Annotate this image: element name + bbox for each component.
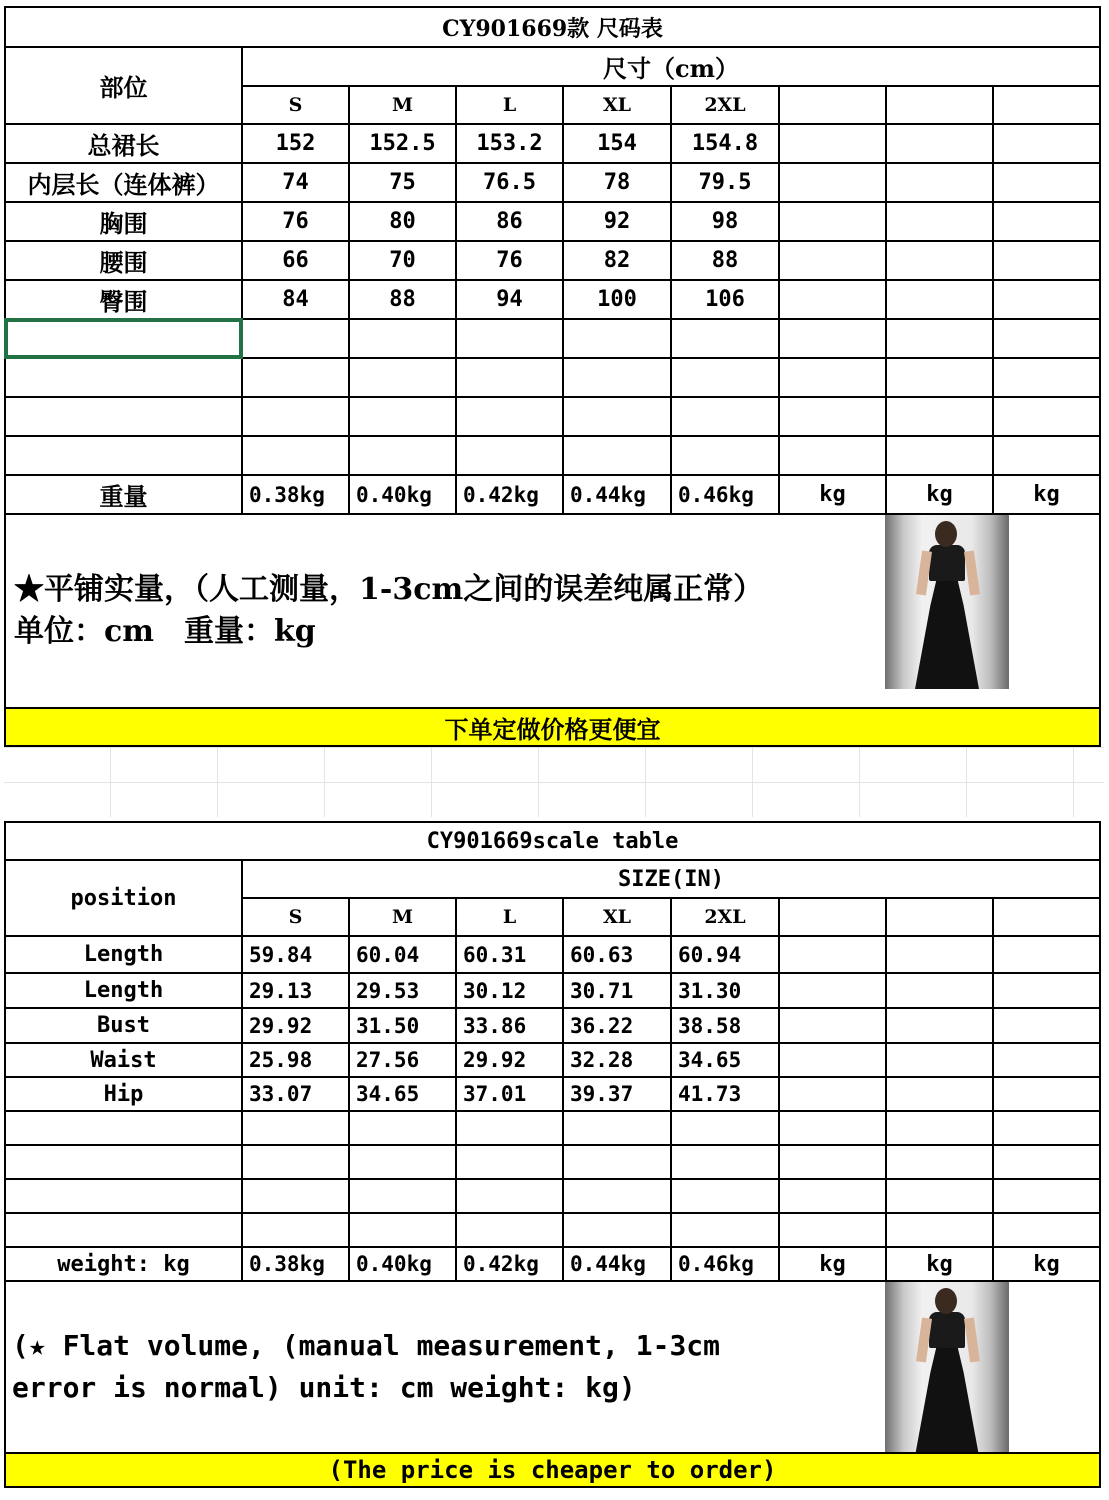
- empty-cell[interactable]: [886, 436, 993, 475]
- weight-value[interactable]: 0.40kg: [349, 475, 456, 514]
- empty-cell[interactable]: [779, 280, 886, 319]
- empty-cell[interactable]: [456, 436, 563, 475]
- empty-cell[interactable]: [456, 1179, 563, 1213]
- empty-cell[interactable]: [671, 397, 779, 436]
- cell-value[interactable]: 31.50: [349, 1008, 456, 1043]
- table-row: [5, 163, 1100, 202]
- empty-cell[interactable]: [779, 1213, 886, 1247]
- table-row: [5, 973, 1100, 1008]
- table-row: [5, 124, 1100, 163]
- empty-cell[interactable]: [671, 319, 779, 358]
- cell-value[interactable]: 30.71: [563, 973, 671, 1008]
- empty-cell[interactable]: [349, 358, 456, 397]
- row-label: 臀围: [5, 280, 242, 319]
- empty-cell[interactable]: [993, 436, 1100, 475]
- empty-cell[interactable]: [5, 1111, 242, 1145]
- weight-value[interactable]: 0.42kg: [456, 475, 563, 514]
- cell-value[interactable]: 75: [349, 163, 456, 202]
- empty-cell[interactable]: [779, 1179, 886, 1213]
- empty-cell[interactable]: [993, 202, 1100, 241]
- empty-cell[interactable]: [993, 319, 1100, 358]
- empty-cell[interactable]: [242, 358, 349, 397]
- cell-value[interactable]: 60.63: [563, 936, 671, 973]
- empty-cell[interactable]: [563, 397, 671, 436]
- cell-value[interactable]: 100: [563, 280, 671, 319]
- empty-cell[interactable]: [671, 1145, 779, 1179]
- size-col-header: M: [349, 898, 456, 936]
- empty-cell[interactable]: [886, 1179, 993, 1213]
- row-label: Length: [5, 936, 242, 973]
- empty-cell[interactable]: [242, 319, 349, 358]
- empty-cell[interactable]: [5, 1213, 242, 1247]
- cell-value[interactable]: 33.86: [456, 1008, 563, 1043]
- table-row: [5, 1077, 1100, 1111]
- empty-cell[interactable]: [886, 1145, 993, 1179]
- cell-value[interactable]: 29.13: [242, 973, 349, 1008]
- weight-value[interactable]: kg: [779, 1247, 886, 1281]
- selected-cell[interactable]: [5, 319, 242, 358]
- weight-label: 重量: [5, 475, 242, 514]
- cell-value[interactable]: 86: [456, 202, 563, 241]
- empty-cell[interactable]: [349, 319, 456, 358]
- cell-value[interactable]: 79.5: [671, 163, 779, 202]
- empty-cell[interactable]: [671, 436, 779, 475]
- size-col-header: XL: [563, 86, 671, 124]
- empty-cell[interactable]: [671, 358, 779, 397]
- cell-value[interactable]: 94: [456, 280, 563, 319]
- cell-value[interactable]: 33.07: [242, 1077, 349, 1111]
- empty-cell[interactable]: [349, 1179, 456, 1213]
- size-col-header: L: [456, 898, 563, 936]
- empty-cell[interactable]: [886, 973, 993, 1008]
- empty-cell[interactable]: [886, 397, 993, 436]
- note-line-2: error is normal) unit: cm weight: kg): [12, 1371, 636, 1404]
- cell-value[interactable]: 70: [349, 241, 456, 280]
- cell-value[interactable]: 60.04: [349, 936, 456, 973]
- empty-cell[interactable]: [349, 397, 456, 436]
- cell-value[interactable]: 76: [242, 202, 349, 241]
- cell-value[interactable]: 60.94: [671, 936, 779, 973]
- empty-cell[interactable]: [349, 436, 456, 475]
- cell-value[interactable]: 84: [242, 280, 349, 319]
- empty-cell[interactable]: [993, 1043, 1100, 1077]
- empty-cell[interactable]: [456, 319, 563, 358]
- empty-cell[interactable]: [886, 86, 993, 124]
- row-label: 胸围: [5, 202, 242, 241]
- cell-value[interactable]: 36.22: [563, 1008, 671, 1043]
- cell-value[interactable]: 154.8: [671, 124, 779, 163]
- measurement-note: [5, 1281, 1100, 1453]
- empty-cell[interactable]: [779, 936, 886, 973]
- cell-value[interactable]: 30.12: [456, 973, 563, 1008]
- empty-cell[interactable]: [563, 1145, 671, 1179]
- empty-cell[interactable]: [993, 1179, 1100, 1213]
- cell-value[interactable]: 59.84: [242, 936, 349, 973]
- cell-value[interactable]: 25.98: [242, 1043, 349, 1077]
- empty-cell[interactable]: [993, 1077, 1100, 1111]
- weight-value[interactable]: kg: [886, 1247, 993, 1281]
- weight-row: [5, 475, 1100, 514]
- empty-cell[interactable]: [456, 358, 563, 397]
- chart-title: CY901669scale table: [5, 822, 1100, 860]
- empty-cell[interactable]: [779, 1111, 886, 1145]
- weight-value[interactable]: 0.42kg: [456, 1247, 563, 1281]
- cell-value[interactable]: 38.58: [671, 1008, 779, 1043]
- empty-cell[interactable]: [993, 1111, 1100, 1145]
- table-row: [5, 1043, 1100, 1077]
- cell-value[interactable]: 39.37: [563, 1077, 671, 1111]
- row-label: Length: [5, 973, 242, 1008]
- empty-cell[interactable]: [993, 163, 1100, 202]
- size-col-header: 2XL: [671, 86, 779, 124]
- empty-cell[interactable]: [993, 1145, 1100, 1179]
- empty-cell[interactable]: [456, 1145, 563, 1179]
- empty-cell[interactable]: [242, 1111, 349, 1145]
- cell-value[interactable]: 106: [671, 280, 779, 319]
- weight-value[interactable]: 0.44kg: [563, 1247, 671, 1281]
- cell-value[interactable]: 88: [349, 280, 456, 319]
- cell-value[interactable]: 34.65: [349, 1077, 456, 1111]
- empty-cell[interactable]: [779, 898, 886, 936]
- empty-cell[interactable]: [779, 319, 886, 358]
- row-label: 内层长（连体裤）: [5, 163, 242, 202]
- cell-value[interactable]: 37.01: [456, 1077, 563, 1111]
- empty-cell[interactable]: [5, 436, 242, 475]
- empty-cell[interactable]: [886, 1077, 993, 1111]
- weight-value[interactable]: 0.44kg: [563, 475, 671, 514]
- empty-cell[interactable]: [5, 1179, 242, 1213]
- empty-cell[interactable]: [349, 1145, 456, 1179]
- table-row: [5, 1008, 1100, 1043]
- empty-cell[interactable]: [993, 86, 1100, 124]
- weight-value[interactable]: kg: [993, 1247, 1100, 1281]
- empty-cell[interactable]: [993, 936, 1100, 973]
- empty-cell[interactable]: [993, 397, 1100, 436]
- empty-cell[interactable]: [779, 397, 886, 436]
- empty-cell[interactable]: [886, 124, 993, 163]
- cell-value[interactable]: 92: [563, 202, 671, 241]
- empty-cell[interactable]: [779, 86, 886, 124]
- empty-cell[interactable]: [779, 973, 886, 1008]
- row-label: Hip: [5, 1077, 242, 1111]
- empty-cell[interactable]: [779, 1008, 886, 1043]
- weight-value[interactable]: kg: [779, 475, 886, 514]
- cell-value[interactable]: 154: [563, 124, 671, 163]
- row-label: Waist: [5, 1043, 242, 1077]
- size-col-header: M: [349, 86, 456, 124]
- cell-value[interactable]: 153.2: [456, 124, 563, 163]
- chart-title: CY901669款 尺码表: [5, 7, 1100, 47]
- size-chart-en: [4, 821, 1101, 1488]
- cell-value[interactable]: 66: [242, 241, 349, 280]
- cell-value[interactable]: 98: [671, 202, 779, 241]
- table-row: [5, 936, 1100, 973]
- cell-value[interactable]: 41.73: [671, 1077, 779, 1111]
- weight-label: weight: kg: [5, 1247, 242, 1281]
- empty-cell[interactable]: [456, 1213, 563, 1247]
- empty-cell[interactable]: [5, 358, 242, 397]
- cell-value[interactable]: 78: [563, 163, 671, 202]
- empty-cell[interactable]: [5, 397, 242, 436]
- empty-cell[interactable]: [779, 202, 886, 241]
- empty-cell[interactable]: [456, 397, 563, 436]
- empty-cell[interactable]: [993, 241, 1100, 280]
- size-col-header: XL: [563, 898, 671, 936]
- weight-value[interactable]: 0.38kg: [242, 475, 349, 514]
- weight-value[interactable]: kg: [886, 475, 993, 514]
- row-label: Bust: [5, 1008, 242, 1043]
- spreadsheet-gridlines: [4, 747, 1104, 817]
- empty-cell[interactable]: [886, 241, 993, 280]
- note-line-2: 单位：cm 重量：kg: [14, 614, 316, 649]
- cell-value[interactable]: 29.53: [349, 973, 456, 1008]
- cell-value[interactable]: 31.30: [671, 973, 779, 1008]
- product-photo: [885, 515, 1009, 689]
- note-line-1: ★平铺实量，（人工测量，1-3cm之间的误差纯属正常）: [14, 572, 764, 607]
- empty-cell[interactable]: [563, 1179, 671, 1213]
- empty-cell[interactable]: [779, 436, 886, 475]
- empty-cell[interactable]: [242, 1145, 349, 1179]
- table-row: [5, 241, 1100, 280]
- empty-cell[interactable]: [993, 1008, 1100, 1043]
- note-line-1: (★ Flat volume, (manual measurement, 1-3cm: [12, 1329, 721, 1362]
- empty-cell[interactable]: [993, 358, 1100, 397]
- size-col-header: 2XL: [671, 898, 779, 936]
- empty-cell[interactable]: [349, 1111, 456, 1145]
- empty-cell[interactable]: [5, 1145, 242, 1179]
- empty-cell[interactable]: [886, 202, 993, 241]
- cell-value[interactable]: 76.5: [456, 163, 563, 202]
- empty-cell[interactable]: [242, 397, 349, 436]
- empty-cell[interactable]: [993, 280, 1100, 319]
- empty-cell[interactable]: [563, 436, 671, 475]
- weight-value[interactable]: 0.40kg: [349, 1247, 456, 1281]
- empty-cell[interactable]: [563, 319, 671, 358]
- empty-cell[interactable]: [779, 163, 886, 202]
- empty-cell[interactable]: [456, 1111, 563, 1145]
- empty-cell[interactable]: [993, 898, 1100, 936]
- empty-cell[interactable]: [779, 241, 886, 280]
- measurement-note: [5, 514, 1100, 708]
- empty-cell[interactable]: [886, 1043, 993, 1077]
- product-photo: [885, 1282, 1009, 1453]
- position-header: 部位: [5, 47, 242, 124]
- cell-value[interactable]: 29.92: [242, 1008, 349, 1043]
- position-header: position: [5, 860, 242, 936]
- empty-cell[interactable]: [563, 1213, 671, 1247]
- empty-cell[interactable]: [563, 358, 671, 397]
- empty-cell[interactable]: [993, 1213, 1100, 1247]
- weight-value[interactable]: 0.38kg: [242, 1247, 349, 1281]
- table-row: [5, 280, 1100, 319]
- cell-value[interactable]: 27.56: [349, 1043, 456, 1077]
- size-col-header: S: [242, 898, 349, 936]
- empty-cell[interactable]: [779, 1077, 886, 1111]
- promo-banner: 下单定做价格更便宜: [5, 708, 1100, 746]
- empty-cell[interactable]: [779, 1145, 886, 1179]
- empty-cell[interactable]: [886, 319, 993, 358]
- empty-cell[interactable]: [779, 1043, 886, 1077]
- size-header: SIZE(IN): [242, 860, 1100, 898]
- empty-cell[interactable]: [993, 973, 1100, 1008]
- empty-cell[interactable]: [563, 1111, 671, 1145]
- empty-cell[interactable]: [242, 1179, 349, 1213]
- weight-value[interactable]: kg: [993, 475, 1100, 514]
- cell-value[interactable]: 152: [242, 124, 349, 163]
- size-header: 尺寸（cm）: [242, 47, 1100, 86]
- promo-banner: (The price is cheaper to order): [5, 1453, 1100, 1487]
- table-row: [5, 202, 1100, 241]
- size-col-header: S: [242, 86, 349, 124]
- empty-cell[interactable]: [349, 1213, 456, 1247]
- cell-value[interactable]: 29.92: [456, 1043, 563, 1077]
- empty-cell[interactable]: [886, 1213, 993, 1247]
- cell-value[interactable]: 80: [349, 202, 456, 241]
- cell-value[interactable]: 74: [242, 163, 349, 202]
- empty-cell[interactable]: [993, 124, 1100, 163]
- row-label: 腰围: [5, 241, 242, 280]
- cell-value[interactable]: 34.65: [671, 1043, 779, 1077]
- empty-cell[interactable]: [671, 1179, 779, 1213]
- cell-value[interactable]: 88: [671, 241, 779, 280]
- cell-value[interactable]: 82: [563, 241, 671, 280]
- size-chart-cn: [4, 6, 1101, 747]
- empty-cell[interactable]: [886, 1008, 993, 1043]
- weight-value[interactable]: 0.46kg: [671, 475, 779, 514]
- empty-cell[interactable]: [886, 280, 993, 319]
- cell-value[interactable]: 60.31: [456, 936, 563, 973]
- size-col-header: L: [456, 86, 563, 124]
- row-label: 总裙长: [5, 124, 242, 163]
- empty-cell[interactable]: [886, 358, 993, 397]
- empty-cell[interactable]: [886, 898, 993, 936]
- empty-cell[interactable]: [242, 1213, 349, 1247]
- weight-value[interactable]: 0.46kg: [671, 1247, 779, 1281]
- weight-row: [5, 1247, 1100, 1281]
- cell-value[interactable]: 76: [456, 241, 563, 280]
- empty-cell[interactable]: [671, 1213, 779, 1247]
- cell-value[interactable]: 152.5: [349, 124, 456, 163]
- empty-cell[interactable]: [671, 1111, 779, 1145]
- empty-cell[interactable]: [779, 124, 886, 163]
- empty-cell[interactable]: [886, 1111, 993, 1145]
- empty-cell[interactable]: [886, 163, 993, 202]
- empty-cell[interactable]: [242, 436, 349, 475]
- empty-cell[interactable]: [779, 358, 886, 397]
- cell-value[interactable]: 32.28: [563, 1043, 671, 1077]
- empty-cell[interactable]: [886, 936, 993, 973]
